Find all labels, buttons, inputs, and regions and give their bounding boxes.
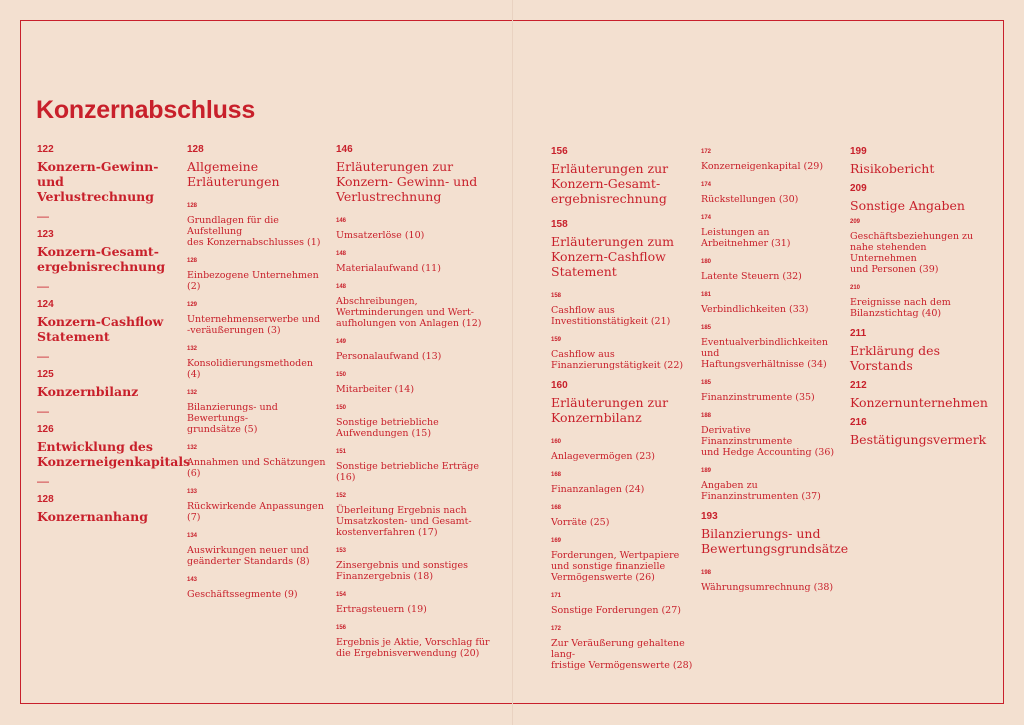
- toc-section-heading[interactable]: [551, 381, 696, 425]
- entry-label: Konzern-Gewinn- und Verlustrechnung: [37, 159, 159, 204]
- page-number: 160: [551, 380, 568, 391]
- entry-label: Personalaufwand (13): [336, 351, 442, 362]
- toc-column-4: [551, 147, 696, 681]
- entry-label: Umsatzerlöse (10): [336, 230, 425, 241]
- toc-entry[interactable]: [187, 258, 327, 292]
- toc-entry[interactable]: [850, 219, 990, 275]
- toc-entry[interactable]: [701, 380, 836, 403]
- page-number: 211: [850, 328, 867, 339]
- page-number: 154: [336, 592, 347, 598]
- toc-entry[interactable]: [37, 300, 172, 344]
- entry-label: Einbezogene Unternehmen (2): [187, 270, 319, 292]
- page-number: 188: [701, 413, 712, 419]
- toc-entry[interactable]: [701, 182, 836, 205]
- page-number: 128: [37, 494, 54, 505]
- page-number: 156: [336, 625, 347, 631]
- entry-label: Zur Veräußerung gehaltene lang- fristige Vermögenswerte (28): [551, 638, 693, 671]
- toc-column-2: [187, 145, 327, 610]
- toc-section-heading[interactable]: [336, 145, 496, 204]
- toc-entry[interactable]: [336, 284, 496, 329]
- entry-label: Konsolidierungsmethoden (4): [187, 358, 313, 380]
- page-number: 146: [336, 218, 347, 224]
- page-number: 185: [701, 325, 712, 331]
- page-number: 129: [187, 302, 198, 308]
- toc-entry[interactable]: [336, 405, 496, 439]
- entry-label: Rückwirkende Anpassungen (7): [187, 501, 324, 523]
- toc-entry[interactable]: [551, 439, 696, 462]
- entry-label: Vorräte (25): [551, 517, 610, 528]
- entry-label: Latente Steuern (32): [701, 271, 802, 282]
- toc-section-heading[interactable]: [850, 184, 990, 213]
- toc-entry[interactable]: [336, 218, 496, 241]
- toc-entry[interactable]: [336, 548, 496, 582]
- entry-label: Sonstige Forderungen (27): [551, 605, 681, 616]
- toc-column-5: [701, 149, 849, 603]
- toc-section-heading[interactable]: [187, 145, 327, 189]
- toc-entry[interactable]: [336, 449, 496, 483]
- page-number: 172: [701, 149, 712, 155]
- section-label: Erläuterungen zur Konzern- Gewinn- und Verlustrechnung: [336, 159, 478, 204]
- page-number: 171: [551, 593, 562, 599]
- entry-label: Eventualverbindlichkeiten und Haftungsverhältnisse (34): [701, 337, 829, 370]
- page-number: 169: [551, 538, 562, 544]
- toc-entry[interactable]: [37, 370, 172, 399]
- section-label: Allgemeine Erläuterungen: [187, 159, 280, 189]
- page-number: 122: [37, 144, 54, 155]
- toc-entry[interactable]: [37, 230, 172, 274]
- page-number: 158: [551, 219, 568, 230]
- page-number: 210: [850, 285, 861, 291]
- entry-label: Materialaufwand (11): [336, 263, 441, 274]
- entry-label: Auswirkungen neuer und geänderter Standards (8): [187, 545, 310, 567]
- section-label: Erläuterungen zum Konzern-Cashflow Statement: [551, 234, 675, 279]
- toc-entry[interactable]: [187, 346, 327, 380]
- page-number: 216: [850, 417, 867, 428]
- toc-entry[interactable]: [701, 292, 836, 315]
- entry-label: Annahmen und Schätzungen (6): [187, 457, 326, 479]
- section-label: Bilanzierungs- und Bewertungsgrundsätze: [701, 526, 849, 556]
- toc-entry[interactable]: [187, 577, 327, 600]
- toc-column-6: [850, 147, 990, 461]
- page-number: 185: [701, 380, 712, 386]
- entry-label: Überleitung Ergebnis nach Umsatzkosten- und Gesamt- kostenverfahren (17): [336, 505, 472, 538]
- entry-label: Entwicklung des Konzerneigenkapitals: [37, 439, 191, 469]
- page-number: 156: [551, 146, 568, 157]
- page-number: 153: [336, 548, 347, 554]
- entry-label: Ereignisse nach dem Bilanzstichtag (40): [850, 297, 951, 319]
- page-number: 198: [701, 570, 712, 576]
- page-number: 124: [37, 299, 54, 310]
- toc-entry[interactable]: [187, 390, 327, 435]
- toc-entry[interactable]: [187, 489, 327, 523]
- toc-entry[interactable]: [551, 472, 696, 495]
- entry-label: Geschäftsbeziehungen zu nahe stehenden Unternehmen und Personen (39): [850, 231, 974, 275]
- entry-label: Abschreibungen, Wertminderungen und Wert- aufholungen von Anlagen (12): [336, 296, 482, 329]
- page-number: 128: [187, 203, 198, 209]
- toc-entry[interactable]: [187, 302, 327, 336]
- toc-entry[interactable]: [336, 339, 496, 362]
- entry-label: Geschäftssegmente (9): [187, 589, 298, 600]
- toc-entry[interactable]: [850, 285, 990, 319]
- page-number: 174: [701, 182, 712, 188]
- toc-entry[interactable]: [336, 493, 496, 538]
- page-number: 193: [701, 511, 718, 522]
- entry-label: Zinsergebnis und sonstiges Finanzergebnis (18): [336, 560, 468, 582]
- divider: —: [37, 474, 49, 488]
- section-label: Bestätigungsvermerk: [850, 432, 987, 447]
- toc-entry[interactable]: [551, 505, 696, 528]
- section-label: Sonstige Angaben: [850, 198, 965, 213]
- entry-label: Konzern-Gesamt- ergebnisrechnung: [37, 244, 166, 274]
- divider: —: [37, 209, 49, 223]
- toc-section-heading[interactable]: [701, 511, 849, 556]
- section-label: Erläuterungen zur Konzern-Gesamt- ergebnisrechnung: [551, 161, 669, 206]
- entry-label: Finanzanlagen (24): [551, 484, 645, 495]
- toc-section-heading[interactable]: [551, 220, 696, 279]
- page-number: 143: [187, 577, 198, 583]
- divider: —: [37, 349, 49, 363]
- page-number: 168: [551, 505, 562, 511]
- page-number: 151: [336, 449, 347, 455]
- entry-label: Cashflow aus Investitionstätigkeit (21): [551, 305, 671, 327]
- toc-entry[interactable]: [701, 215, 836, 249]
- entry-label: Mitarbeiter (14): [336, 384, 415, 395]
- toc-entry[interactable]: [37, 495, 172, 524]
- page-number: 159: [551, 337, 562, 343]
- page-number: 168: [551, 472, 562, 478]
- entry-label: Konzerneigenkapital (29): [701, 161, 824, 172]
- page-number: 174: [701, 215, 712, 221]
- entry-label: Unternehmenserwerbe und -veräußerungen (3): [187, 314, 321, 336]
- entry-label: Konzernbilanz: [37, 384, 139, 399]
- toc-section-heading[interactable]: [850, 418, 990, 447]
- page-number: 148: [336, 251, 347, 257]
- page-number: 133: [187, 489, 198, 495]
- toc-entry[interactable]: [336, 592, 496, 615]
- toc-entry[interactable]: [551, 293, 696, 327]
- toc-entry[interactable]: [37, 424, 191, 469]
- entry-label: Cashflow aus Finanzierungstätigkeit (22): [551, 349, 684, 371]
- toc-entry[interactable]: [187, 203, 327, 248]
- toc-entry[interactable]: [701, 413, 836, 458]
- toc-entry[interactable]: [551, 337, 696, 371]
- entry-label: Sonstige betriebliche Aufwendungen (15): [336, 417, 439, 439]
- entry-label: Leistungen an Arbeitnehmer (31): [701, 227, 791, 249]
- page-number: 132: [187, 445, 198, 451]
- page-number: 152: [336, 493, 347, 499]
- page-number: 123: [37, 229, 54, 240]
- page-number: 134: [187, 533, 198, 539]
- page-number: 199: [850, 146, 867, 157]
- toc-entry[interactable]: [187, 445, 327, 479]
- entry-label: Rückstellungen (30): [701, 194, 799, 205]
- toc-section-heading[interactable]: [551, 147, 696, 206]
- entry-label: Währungsumrechnung (38): [701, 582, 834, 593]
- page-fold: [512, 0, 513, 725]
- toc-column-3: [336, 145, 496, 669]
- page-number: 126: [37, 424, 54, 435]
- page-number: 181: [701, 292, 712, 298]
- page-number: 146: [336, 144, 353, 155]
- page-number: 189: [701, 468, 712, 474]
- toc-section-heading[interactable]: [850, 147, 990, 176]
- toc-entry[interactable]: [336, 372, 496, 395]
- divider: —: [37, 279, 49, 293]
- section-label: Risikobericht: [850, 161, 935, 176]
- entry-label: Derivative Finanzinstrumente und Hedge Accounting (36): [701, 425, 835, 458]
- section-label: Konzernunternehmen: [850, 395, 988, 410]
- toc-entry[interactable]: [551, 593, 696, 616]
- entry-label: Bilanzierungs- und Bewertungs- grundsätze (5): [187, 402, 278, 435]
- toc-entry[interactable]: [701, 149, 836, 172]
- toc-section-heading[interactable]: [850, 329, 990, 373]
- toc-entry[interactable]: [701, 259, 836, 282]
- page-number: 209: [850, 219, 861, 225]
- page-number: 212: [850, 380, 867, 391]
- toc-entry[interactable]: [701, 570, 836, 593]
- page-number: 132: [187, 346, 198, 352]
- entry-label: Verbindlichkeiten (33): [701, 304, 809, 315]
- page-number: 160: [551, 439, 562, 445]
- page-number: 172: [551, 626, 562, 632]
- toc-entry[interactable]: [701, 468, 836, 502]
- entry-label: Konzern-Cashflow Statement: [37, 314, 164, 344]
- toc-entry[interactable]: [336, 625, 496, 659]
- entry-label: Ergebnis je Aktie, Vorschlag für die Ergebnisverwendung (20): [336, 637, 490, 659]
- entry-label: Sonstige betriebliche Erträge (16): [336, 461, 479, 483]
- entry-label: Ertragsteuern (19): [336, 604, 427, 615]
- page-number: 180: [701, 259, 712, 265]
- page-number: 158: [551, 293, 562, 299]
- divider: —: [37, 404, 49, 418]
- entry-label: Forderungen, Wertpapiere und sonstige finanzielle Vermögenswerte (26): [551, 550, 680, 583]
- toc-entry[interactable]: [701, 325, 836, 370]
- entry-label: Grundlagen für die Aufstellung des Konzernabschlusses (1): [187, 215, 321, 248]
- toc-entry[interactable]: [37, 145, 172, 204]
- toc-column-1: [37, 144, 191, 524]
- page-number: 150: [336, 372, 347, 378]
- page-number: 209: [850, 183, 867, 194]
- entry-label: Angaben zu Finanzinstrumenten (37): [701, 480, 821, 502]
- page-title: Konzernabschluss: [36, 96, 256, 124]
- entry-label: Finanzinstrumente (35): [701, 392, 815, 403]
- toc-entry[interactable]: [336, 251, 496, 274]
- toc-entry[interactable]: [551, 626, 696, 671]
- page-number: 148: [336, 284, 347, 290]
- page-number: 150: [336, 405, 347, 411]
- page-number: 149: [336, 339, 347, 345]
- toc-entry[interactable]: [187, 533, 327, 567]
- section-label: Erklärung des Vorstands: [850, 343, 940, 373]
- page-number: 132: [187, 390, 198, 396]
- toc-section-heading[interactable]: [850, 381, 990, 410]
- page-number: 128: [187, 258, 198, 264]
- entry-label: Anlagevermögen (23): [551, 451, 655, 462]
- entry-label: Konzernanhang: [37, 509, 148, 524]
- toc-entry[interactable]: [551, 538, 696, 583]
- section-label: Erläuterungen zur Konzernbilanz: [551, 395, 669, 425]
- page-number: 128: [187, 144, 204, 155]
- page-number: 125: [37, 369, 54, 380]
